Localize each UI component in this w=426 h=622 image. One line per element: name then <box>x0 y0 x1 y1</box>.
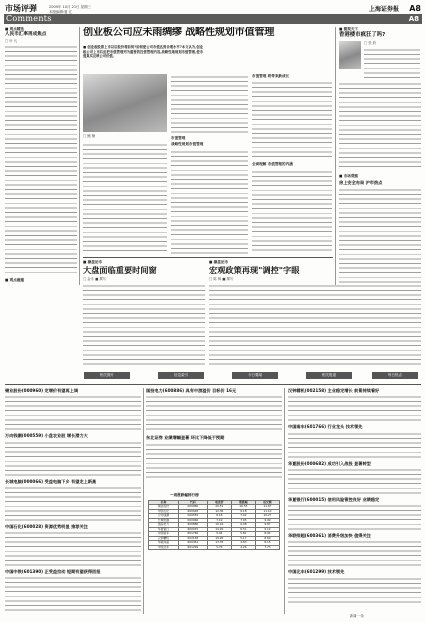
left-column-tag-2: ■ 观点碰撞 <box>5 278 25 283</box>
right-body-1 <box>339 81 421 171</box>
table-cell: 7.42 <box>231 514 255 518</box>
table-cell: 4.83 <box>231 541 255 545</box>
page-number: A8 <box>409 4 421 13</box>
mid-left-headline: 大盘面临重要时间窗 <box>83 265 157 276</box>
table-cell: 华联综超 <box>149 541 179 545</box>
stock-tip-title: 华夏股份(000682) 成功引入战投 显著转型 <box>288 460 371 466</box>
stock-tip-body <box>5 485 141 521</box>
table-cell: 长城电脑 <box>149 518 179 522</box>
stock-tip-title: 东北证券 业绩增幅显著 环比下降低于预期 <box>146 435 225 441</box>
lead-subhead-3: 市值管理 将带来新成长 <box>252 74 290 78</box>
stock-tip-item <box>5 569 141 611</box>
table-cell: 中国北车 <box>149 545 179 549</box>
lower-rule <box>5 384 421 385</box>
lead-body-col-2 <box>171 74 248 254</box>
lower-col-2 <box>146 388 282 490</box>
lead-body-3b <box>252 169 332 254</box>
table-cell: 002158 <box>178 536 207 540</box>
comments-bar <box>4 14 422 24</box>
stock-tip-title: 国投电力(600886) 具有中游溢价 目标价 16元 <box>146 388 237 393</box>
stock-tip-item <box>288 461 421 494</box>
table-cell: 12.36 <box>207 509 231 513</box>
table-cell: 16.55 <box>231 505 255 509</box>
author-photo <box>339 41 361 69</box>
stock-tip-title: 长城电脑(000066) 受益电脑下乡 有望走上新高 <box>5 478 97 484</box>
table-header-cell: 成交额 <box>255 501 279 505</box>
stock-tip-body <box>146 394 282 432</box>
table-cell: 600886 <box>178 523 207 527</box>
right-intro-text <box>364 47 420 79</box>
table-cell: 9.18 <box>231 509 255 513</box>
table-cell: 601299 <box>178 545 207 549</box>
table-cell: 汉钟精机 <box>149 536 179 540</box>
table-header-cell: 涨跌幅 <box>231 501 255 505</box>
lead-photo <box>83 74 167 132</box>
mid-right-headline: 宏观政策再现"调控"字眼 <box>209 265 300 276</box>
stock-tip-body <box>288 394 421 421</box>
stock-tip-item <box>288 533 421 566</box>
table-cell: 国投电力 <box>149 523 179 527</box>
table-cell: 6.51 <box>231 527 255 531</box>
lead-headline-box <box>83 27 331 42</box>
section-name: 市场评弹 <box>5 4 37 13</box>
table-cell: 中国石化 <box>149 509 179 513</box>
lead-body-2b <box>171 149 248 254</box>
table-cell: 20.51 <box>207 505 231 509</box>
table-cell: 8.94 <box>255 532 279 536</box>
stock-tip-title: 中国南车(601766) 行业龙头 技术领先 <box>288 424 363 430</box>
table-cell: 11.67 <box>255 505 279 509</box>
table-cell: 10.27 <box>255 514 279 518</box>
lead-body-col-1 <box>83 142 167 254</box>
table-cell: 中国南车 <box>149 532 179 536</box>
stock-tip-body <box>146 442 282 480</box>
lead-headline: 创业板公司应未雨绸缪 战略性规划市值管理 <box>83 27 275 38</box>
mid-right-article <box>209 260 421 368</box>
table-cell: 600361 <box>178 541 207 545</box>
stock-tip-title: 万向钱潮(000559) 小盘农业股 增长潜力大 <box>5 433 88 439</box>
stock-tip-item <box>288 388 421 421</box>
stock-tip-body <box>288 503 421 530</box>
stock-tip-item <box>5 479 141 521</box>
stock-tip-item <box>288 569 421 602</box>
right-column-byline: □ 张 欣 <box>364 41 377 46</box>
lead-body-3a <box>252 80 332 160</box>
mid-left-tag: ■ 操盘论市 <box>83 260 103 264</box>
table-cell: 锡业股份 <box>149 505 179 509</box>
lower-col-3 <box>288 388 421 614</box>
stock-tip-body <box>288 431 421 458</box>
stock-tip-item <box>146 435 282 479</box>
stock-tip-item <box>5 433 141 475</box>
footer-tab[interactable]: 相关报道 <box>306 372 352 379</box>
stock-tip-body <box>288 576 421 603</box>
table-header-cell: 名称 <box>149 501 179 505</box>
table-cell: 10.16 <box>207 523 231 527</box>
lead-body-2a <box>171 74 248 134</box>
table-cell: 11.10 <box>255 509 279 513</box>
footer-tab[interactable]: 每日热点 <box>372 372 418 379</box>
left-column-body <box>5 44 77 276</box>
stock-tip-body <box>288 467 421 494</box>
mid-right-body <box>209 283 421 365</box>
section-rule <box>83 257 333 258</box>
table-cell: 14.20 <box>207 527 231 531</box>
stock-tip-title: 中国石化(600028) 资源优势明显 推荐关注 <box>5 523 88 529</box>
footer-tab[interactable]: 信息索引 <box>158 372 204 379</box>
lead-body-col-3 <box>252 74 332 254</box>
right-column-title: 香港楼市疯狂了吗? <box>339 32 386 39</box>
table-cell: 19.26 <box>207 536 231 540</box>
table-cell: 600028 <box>178 509 207 513</box>
lead-byline: □ 鲍 楠 <box>83 134 96 138</box>
right-column <box>339 27 421 285</box>
table-cell: 5.76 <box>207 545 231 549</box>
stock-tip-title: 中国北车(601299) 技术领先 <box>288 569 345 575</box>
right-column-tag: ■ 微观天下 <box>339 27 359 31</box>
table-cell: 4.26 <box>231 545 255 549</box>
table-cell: 9.12 <box>255 527 279 531</box>
stock-tip-title: 华联综超(600361) 消费升级加快 值得关注 <box>288 533 371 538</box>
market-table <box>148 500 280 550</box>
table-cell: 7.05 <box>231 518 255 522</box>
table-cell: 601766 <box>178 532 207 536</box>
table-cell: 13.35 <box>207 541 231 545</box>
table-cell: 600015 <box>178 527 207 531</box>
table-cell: 6.98 <box>231 523 255 527</box>
mid-right-tag: ■ 操盘论市 <box>209 260 229 264</box>
table-cell: 7.19 <box>207 518 231 522</box>
lead-subhead-2: 战略性规划市值管理 <box>171 142 204 147</box>
lead-subhead-4: 全面理解 市值管理的内涵 <box>252 162 293 167</box>
table-cell: 9.87 <box>255 523 279 527</box>
stock-tip-item <box>5 388 141 430</box>
stock-tip-title: 汉钟精机(002158) 主业稳定增长 前景持续看好 <box>288 388 380 393</box>
table-cell: 8.18 <box>207 514 231 518</box>
date-line: 2009年 10月 21日 星期三 <box>49 5 92 9</box>
table-header-cell: 收盘价 <box>207 501 231 505</box>
masthead: 上海证券报 <box>368 6 399 13</box>
right-photo-row <box>339 41 421 81</box>
left-column <box>5 27 77 285</box>
lead-intro: ■ 创业板股票上市以后股价将如何?如何使公司市值达到合理水平?本文认为,创业板公司上市后应把市值管理列为重要的经营管理内容,战略性地规划市值管理,使市值真实反映公司价值。 <box>83 45 203 59</box>
table-cell: 000960 <box>178 505 207 509</box>
mid-left-byline: □ 金永 ■ 撰写 <box>83 276 107 281</box>
mid-left-body <box>83 283 205 365</box>
lead-subhead-1: 市值管理 <box>171 136 186 140</box>
stock-tip-item <box>5 524 141 566</box>
table-cell: 5.94 <box>207 532 231 536</box>
table-cell: 8.15 <box>255 541 279 545</box>
table-cell: 000559 <box>178 514 207 518</box>
column-divider <box>143 388 144 614</box>
stock-tip-title: 华夏银行(600015) 信用风险管控良好 业绩稳定 <box>288 496 380 502</box>
stock-tip-body <box>288 539 421 566</box>
mid-left-article <box>83 260 205 368</box>
stock-tip-item <box>146 388 282 432</box>
mid-right-byline: □ 陈 枫 ■ 撰写 <box>209 276 234 281</box>
table-cell: 5.17 <box>231 536 255 540</box>
table-cell: 华夏银行 <box>149 527 179 531</box>
table-cell: 8.60 <box>255 536 279 540</box>
table-cell: 万向钱潮 <box>149 514 179 518</box>
column-divider <box>79 27 80 285</box>
section-code: A8 <box>408 15 419 23</box>
market-table-title: 一周涨跌幅排行榜 <box>170 493 199 497</box>
footer-link[interactable]: 新闻·一条 <box>350 614 364 618</box>
table-row <box>149 545 280 549</box>
lead-byline-box <box>83 134 167 140</box>
stock-tip-body <box>5 530 141 566</box>
editor-line: 本版编辑:夏 汇 <box>49 10 73 14</box>
table-cell: 9.99 <box>255 518 279 522</box>
stock-tip-body <box>5 394 141 430</box>
table-cell: 000066 <box>178 518 207 522</box>
right-column-subtitle: 房上安全布局 沪市热点 <box>339 179 383 185</box>
stock-tip-body <box>5 575 141 611</box>
stock-tip-title: 中国中铁(601390) 正受益拉动 短期有望获得回报 <box>5 569 101 574</box>
stock-tip-body <box>5 440 141 476</box>
stock-tip-item <box>288 424 421 457</box>
footer-tab[interactable]: 相关图片 <box>84 372 130 379</box>
comments-word: Comments <box>6 14 52 23</box>
lower-col-1 <box>5 388 141 614</box>
footer-tab[interactable]: 今日要闻 <box>232 372 278 379</box>
left-column-byline: □ 叶 凡 <box>5 39 18 44</box>
table-cell: 7.73 <box>255 545 279 549</box>
table-header-cell: 代码 <box>178 501 207 505</box>
table-cell: 5.81 <box>231 532 255 536</box>
stock-tip-item <box>288 497 421 530</box>
left-column-tag: ■ 观点精选 <box>5 27 25 31</box>
left-column-title: 人民币汇率再成焦点 <box>5 32 47 38</box>
column-divider <box>284 388 285 614</box>
stock-tip-title: 锡业股份(000960) 定增价有望再上调 <box>5 388 79 393</box>
column-divider <box>335 27 336 285</box>
right-column-tag-2: ■ 市场观察 <box>339 174 359 179</box>
